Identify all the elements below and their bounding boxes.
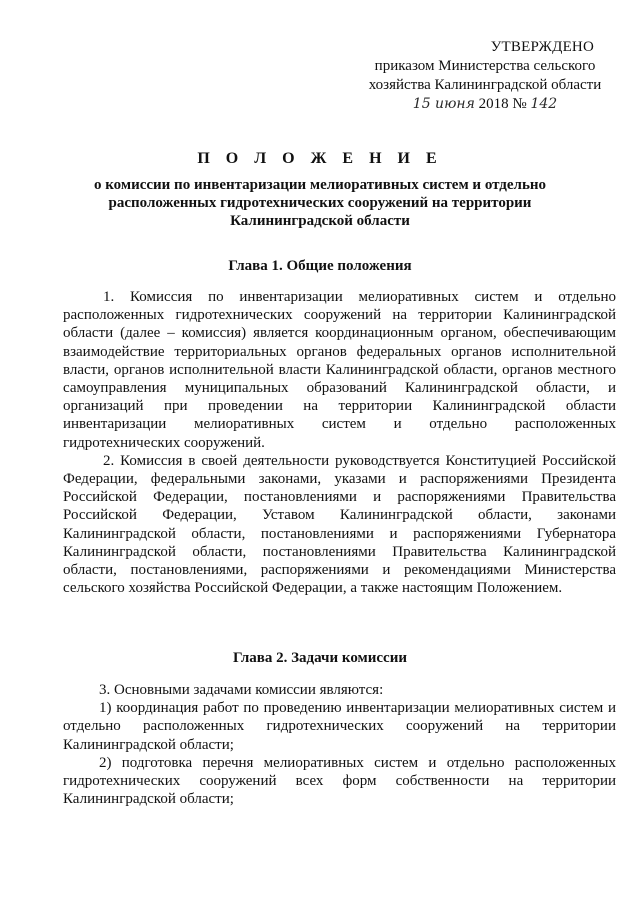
approval-line-2: хозяйства Калининградской области [368,77,602,93]
paragraph-3: 3. Основными задачами комиссии являются: [99,682,384,698]
chapter-2-heading: Глава 2. Задачи комиссии [233,650,407,666]
task-item-2: 2) подготовка перечня мелиоративных систем и отдельно расположенных гидротехнических сооружений всех форм собственности на территории Калининградской области; [63,754,616,808]
document-title: П О Л О Ж Е Н И Е [197,150,443,167]
approval-label: УТВЕРЖДЕНО [490,39,594,55]
chapter-1-body [63,288,616,597]
chapter-1-heading: Глава 1. Общие положения [228,258,412,274]
document-subtitle: о комиссии по инвентаризации мелиоративных систем и отдельно расположенных гидротехнических сооружений на территории Калининградской области [93,177,547,229]
paragraph-2: 2. Комиссия в своей деятельности руководствуется Конституцией Российской Федерации, федеральными законами, указами и распоряжениями Президента Российской Федерации, постановлениями и распоряжениями Правительства Российской Федерации, Уставом Калининградской области, законами Калининградской области, постановлениями и распоряжениями Губернатора Калининградской области, постановлениями Правительства Калининградской области, постановлениями, распоряжениями и рекомендациями Министерства сельского хозяйства Российской Федерации, а также настоящим Положением. [63,452,616,597]
handwritten-number: 142 [530,96,558,112]
approval-block [350,38,620,115]
task-item-1: 1) координация работ по проведению инвентаризации мелиоративных систем и отдельно расположенных гидротехнических сооружений на территории Калининградской области; [63,700,616,753]
handwritten-date: 15 июня [412,96,475,112]
approval-date-line [350,95,620,115]
approval-year-number: 2018 № [478,96,527,112]
approval-line-1: приказом Министерства сельского [374,58,596,74]
chapter-2-body [63,681,616,808]
paragraph-1: 1. Комиссия по инвентаризации мелиоративных систем и отдельно расположенных гидротехнических сооружений на территории Калининградской области (далее – комиссия) является координационным органом, обеспечивающим взаимодействие территориальных органов федеральных органов исполнительной власти, органов исполнительной власти Калининградской области, органов местного самоуправления муниципальных образований Калининградской области, и организаций при проведении на территории Калининградской области инвентаризации мелиоративных систем и отдельно расположенных гидротехнических сооружений. [63,289,616,451]
